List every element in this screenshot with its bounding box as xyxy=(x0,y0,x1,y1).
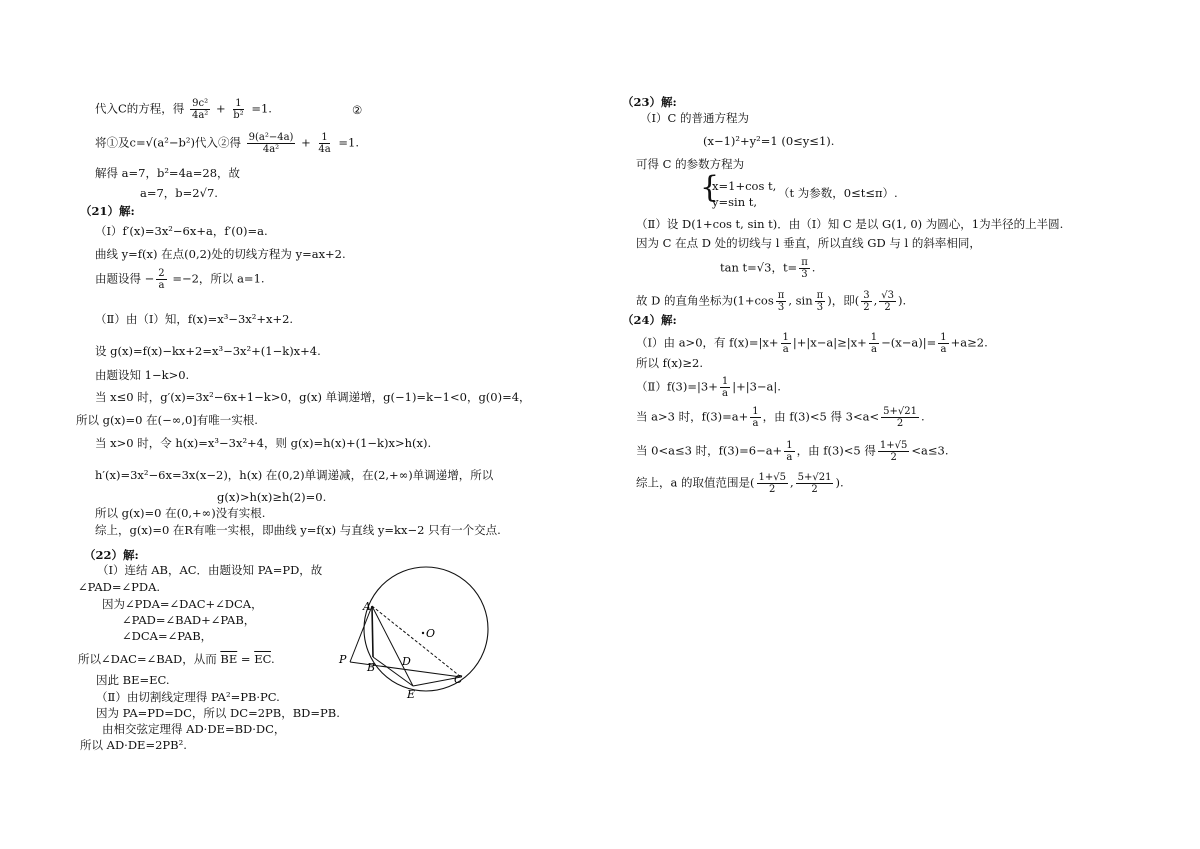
line-21-4: （Ⅱ）由（Ⅰ）知，f(x)=x³−3x²+x+2. xyxy=(95,312,294,326)
line-22-11: 所以 AD·DE=2PB². xyxy=(80,738,187,752)
line-24-6: 综上，a 的取值范围是( $\frac{1+√5}{2}$ , $\frac{5+√21}{2}$ ). xyxy=(636,472,844,495)
line-22-10: 由相交弦定理得 AD·DE=BD·DC， xyxy=(102,722,286,736)
line-22-4: ∠PAD=∠BAD+∠PAB， xyxy=(122,613,256,627)
line-23-3: 可得 C 的参数方程为 xyxy=(636,157,745,171)
line-21-3: 由题设得 − $\frac{2}{a}$ =−2，所以 a=1. xyxy=(95,268,265,291)
line-21-8: 所以 g(x)=0 在(−∞,0]有唯一实根. xyxy=(76,413,258,427)
line-22-3: 因为∠PDA=∠DAC+∠DCA， xyxy=(102,597,263,611)
segment-ae xyxy=(372,606,413,686)
label-e: E xyxy=(407,688,416,700)
segment-ab xyxy=(372,606,373,657)
line-21-1: （Ⅰ）f′(x)=3x²−6x+a，f′(0)=a. xyxy=(95,224,268,238)
center-dot xyxy=(422,632,424,634)
line-21-13: 综上，g(x)=0 在R有唯一实根，即曲线 y=f(x) 与直线 y=kx−2 只有一个交点. xyxy=(95,523,501,537)
line-24-2: 所以 f(x)≥2. xyxy=(636,356,703,370)
line-24-4: 当 a>3 时，f(3)=a+ $\frac{1}{a}$ ，由 f(3)<5 得 3<a< $\frac{5+√21}{2}$ . xyxy=(636,406,925,429)
label-d: D xyxy=(402,655,411,668)
line-22-9: 因为 PA=PD=DC，所以 DC=2PB，BD=PB. xyxy=(96,706,340,720)
heading-q21: （21）解: xyxy=(80,204,135,218)
line-21-9: 当 x>0 时，令 h(x)=x³−3x²+4，则 g(x)=h(x)+(1−k)x>h(x). xyxy=(95,436,432,450)
line-23-1: （Ⅰ）C 的普通方程为 xyxy=(640,111,749,125)
line-result-ab: a=7，b=2√7. xyxy=(140,186,218,200)
line-21-10: h′(x)=3x²−6x=3x(x−2)，h(x) 在(0,2)单调递减，在(2,+∞)单调递增，所以 xyxy=(95,468,494,482)
line-21-6: 由题设知 1−k>0. xyxy=(95,368,190,382)
line-22-7: 因此 BE=EC. xyxy=(96,673,170,687)
line-23-2: (x−1)²+y²=1 (0≤y≤1). xyxy=(703,134,835,148)
heading-q24: （24）解: xyxy=(622,313,677,327)
line-24-1: （Ⅰ）由 a>0，有 f(x)=|x+ $\frac{1}{a}$ |+|x−a|≥|x+ $\frac{1}{a}$ −(x−a)|= $\frac{1}{a}$ +a≥2. xyxy=(636,332,988,355)
circled-two-mark: ② xyxy=(352,103,363,117)
line-22-1: （Ⅰ）连结 AB，AC．由题设知 PA=PD，故 xyxy=(97,563,323,577)
line-22-8: （Ⅱ）由切割线定理得 PA²=PB·PC. xyxy=(96,690,280,704)
line-23-7: tan t=√3，t= $\frac{\pi}{3}$ . xyxy=(720,257,816,280)
line-24-5: 当 0<a≤3 时，f(3)=6−a+ $\frac{1}{a}$ ，由 f(3)<5 得 $\frac{1+√5}{2}$ <a≤3. xyxy=(636,440,949,463)
label-o: O xyxy=(426,627,436,640)
heading-q23: （23）解: xyxy=(622,95,677,109)
label-p: P xyxy=(339,653,347,666)
label-c: C xyxy=(454,673,463,686)
line-21-5: 设 g(x)=f(x)−kx+2=x³−3x²+(1−k)x+4. xyxy=(95,344,321,358)
label-a: A xyxy=(363,600,371,613)
line-22-6: 所以∠DAC=∠BAD，从而 $\overline{BE} = \overline{EC}$. xyxy=(78,652,275,666)
line-23-8: 故 D 的直角坐标为(1+cos $\frac{\pi}{3}$ , sin $\frac{\pi}{3}$ )，即( $\frac{3}{2}$ , $\frac{√3}{2}$ ). xyxy=(636,290,907,313)
line-23-5: （Ⅱ）设 D(1+cos t, sin t)．由（Ⅰ）知 C 是以 G(1, 0) 为圆心，1为半径的上半圆. xyxy=(636,217,1064,231)
line-21-11: g(x)>h(x)≥h(2)=0. xyxy=(217,490,327,504)
line-24-3: （Ⅱ）f(3)=|3+ $\frac{1}{a}$ |+|3−a|. xyxy=(636,376,781,399)
line-solve: 解得 a=7，b²=4a=28，故 xyxy=(95,166,241,180)
heading-q22: （22）解: xyxy=(84,548,139,562)
line-substitute-c: 代入C的方程，得 $\frac{\text{9c²}}{\text{4a²}}$ + $\frac{1}{\text{b²}}$ =1. xyxy=(95,98,272,121)
line-substitute-eq2: 将①及c=√(a²−b²)代入②得 $\frac{\text{9(a²−4a)}}{\text{4a²}}$ + $\frac{1}{4a}$ =1. xyxy=(95,132,359,155)
label-b: B xyxy=(367,661,376,674)
line-21-12: 所以 g(x)=0 在(0,+∞)没有实根. xyxy=(95,506,266,520)
line-22-5: ∠DCA=∠PAB， xyxy=(122,629,213,643)
line-23-6: 因为 C 在点 D 处的切线与 l 垂直，所以直线 GD 与 l 的斜率相同， xyxy=(636,236,981,250)
line-21-7: 当 x≤0 时，g′(x)=3x²−6x+1−k>0，g(x) 单调递增，g(−1)=k−1<0，g(0)=4， xyxy=(95,390,531,404)
line-22-2: ∠PAD=∠PDA. xyxy=(78,580,161,594)
geometry-figure xyxy=(335,565,495,700)
line-21-2: 曲线 y=f(x) 在点(0,2)处的切线方程为 y=ax+2. xyxy=(95,247,346,261)
